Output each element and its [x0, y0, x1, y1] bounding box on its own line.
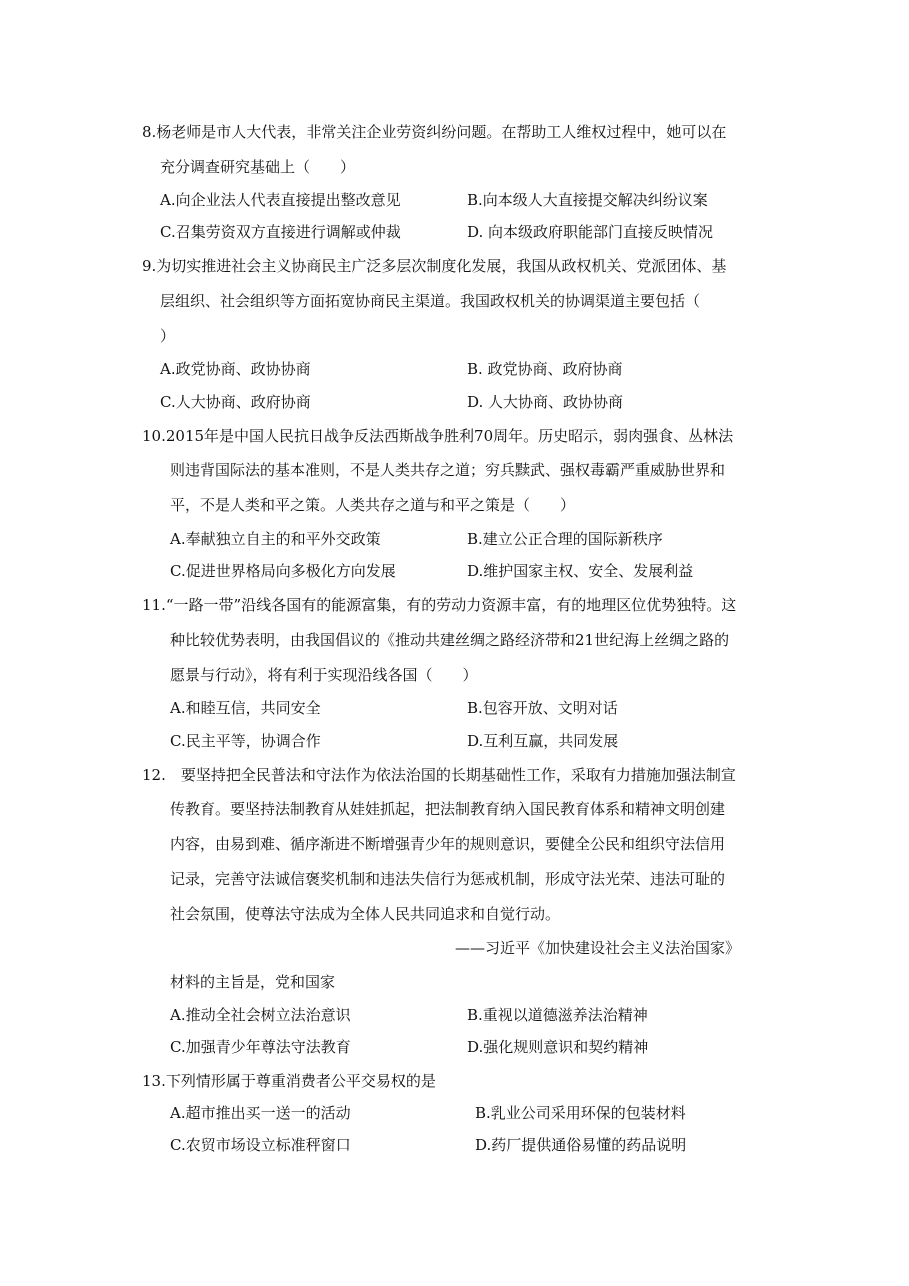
question-12-option-b[interactable]: B.重视以道德滋养法治精神 — [467, 1006, 648, 1024]
question-10-option-c[interactable]: C.促进世界格局向多极化方向发展 — [170, 562, 396, 580]
question-10-option-a[interactable]: A.奉献独立自主的和平外交政策 — [170, 530, 381, 548]
question-13-option-b[interactable]: B.乳业公司采用环保的包装材料 — [475, 1104, 686, 1122]
question-12-stem: 材料的主旨是，党和国家 — [170, 973, 336, 991]
question-8-option-a[interactable]: A.向企业法人代表直接提出整改意见 — [160, 191, 401, 209]
question-10-option-b[interactable]: B.建立公正合理的国际新秩序 — [467, 530, 663, 548]
question-12-material-line-5: 社会氛围，使尊法守法成为全体人民共同追求和自觉行动。 — [170, 905, 561, 923]
question-11-stem-line-1: 11.“一路一带”沿线各国有的能源富集，有的劳动力资源丰富，有的地理区位优势独特。这 — [142, 596, 737, 614]
question-9-stem-line-1: 9.为切实推进社会主义协商民主广泛多层次制度化发展，我国从政权机关、党派团体、基 — [142, 257, 727, 275]
question-12-option-d[interactable]: D.强化规则意识和契约精神 — [467, 1038, 649, 1056]
question-12-material-line-4: 记录，完善守法诚信褒奖机制和违法失信行为惩戒机制，形成守法光荣、违法可耻的 — [170, 870, 726, 888]
question-11-option-d[interactable]: D.互利互赢，共同发展 — [467, 732, 619, 750]
question-12-option-a[interactable]: A.推动全社会树立法治意识 — [170, 1006, 351, 1024]
question-13-option-a[interactable]: A.超市推出买一送一的活动 — [170, 1104, 351, 1122]
question-11-option-b[interactable]: B.包容开放、文明对话 — [467, 699, 618, 717]
question-8-option-d[interactable]: D. 向本级政府职能部门直接反映情况 — [467, 223, 714, 241]
question-8-stem-line-2: 充分调查研究基础上（ ） — [160, 158, 356, 176]
question-13-option-c[interactable]: C.农贸市场设立标准秤窗口 — [170, 1136, 351, 1154]
question-9-stem-line-3: ） — [160, 327, 176, 345]
question-9-option-c[interactable]: C.人大协商、政府协商 — [160, 393, 311, 411]
question-13-stem-line-1: 13.下列情形属于尊重消费者公平交易权的是 — [142, 1072, 436, 1090]
question-11-option-a[interactable]: A.和睦互信，共同安全 — [170, 699, 321, 717]
question-11-option-c[interactable]: C.民主平等，协调合作 — [170, 732, 321, 750]
question-9-option-d[interactable]: D. 人大协商、政协协商 — [467, 393, 624, 411]
question-12-material-line-3: 内容，由易到难、循序渐进不断增强青少年的规则意识，要健全公民和组织守法信用 — [170, 835, 726, 853]
question-9-stem-line-2: 层组织、社会组织等方面拓宽协商民主渠道。我国政权机关的协调渠道主要包括（ — [160, 292, 701, 310]
question-9-option-a[interactable]: A.政党协商、政协协商 — [160, 360, 311, 378]
question-12-source: ——习近平《加快建设社会主义法治国家》 — [455, 939, 741, 957]
question-9-option-b[interactable]: B. 政党协商、政府协商 — [467, 360, 623, 378]
question-11-stem-line-3: 愿景与行动》，将有利于实现沿线各国（ ） — [170, 666, 478, 684]
question-12-material-line-1: 12. 要坚持把全民普法和守法作为依法治国的长期基础性工作，采取有力措施加强法制宣 — [142, 766, 736, 784]
question-10-stem-line-1: 10.2015年是中国人民抗日战争反法西斯战争胜利70周年。历史昭示，弱肉强食、丛林法 — [142, 427, 734, 445]
question-12-option-c[interactable]: C.加强青少年尊法守法教育 — [170, 1038, 351, 1056]
question-10-stem-line-2: 则违背国际法的基本准则，不是人类共存之道；穷兵黩武、强权毒霸严重威胁世界和 — [170, 461, 726, 479]
question-8-option-c[interactable]: C.召集劳资双方直接进行调解或仲裁 — [160, 223, 401, 241]
question-12-material-line-2: 传教育。要坚持法制教育从娃娃抓起，把法制教育纳入国民教育体系和精神文明创建 — [170, 800, 726, 818]
question-13-option-d[interactable]: D.药厂提供通俗易懂的药品说明 — [475, 1136, 687, 1154]
question-11-stem-line-2: 种比较优势表明，由我国倡议的《推动共建丝绸之路经济带和21世纪海上丝绸之路的 — [170, 631, 730, 649]
question-10-stem-line-3: 平，不是人类和平之策。人类共存之道与和平之策是（ ） — [170, 496, 576, 514]
question-10-option-d[interactable]: D.维护国家主权、安全、发展利益 — [467, 562, 694, 580]
question-8-option-b[interactable]: B.向本级人大直接提交解决纠纷议案 — [467, 191, 708, 209]
question-8-stem-line-1: 8.杨老师是市人大代表，非常关注企业劳资纠纷问题。在帮助工人维权过程中，她可以在 — [142, 123, 727, 141]
